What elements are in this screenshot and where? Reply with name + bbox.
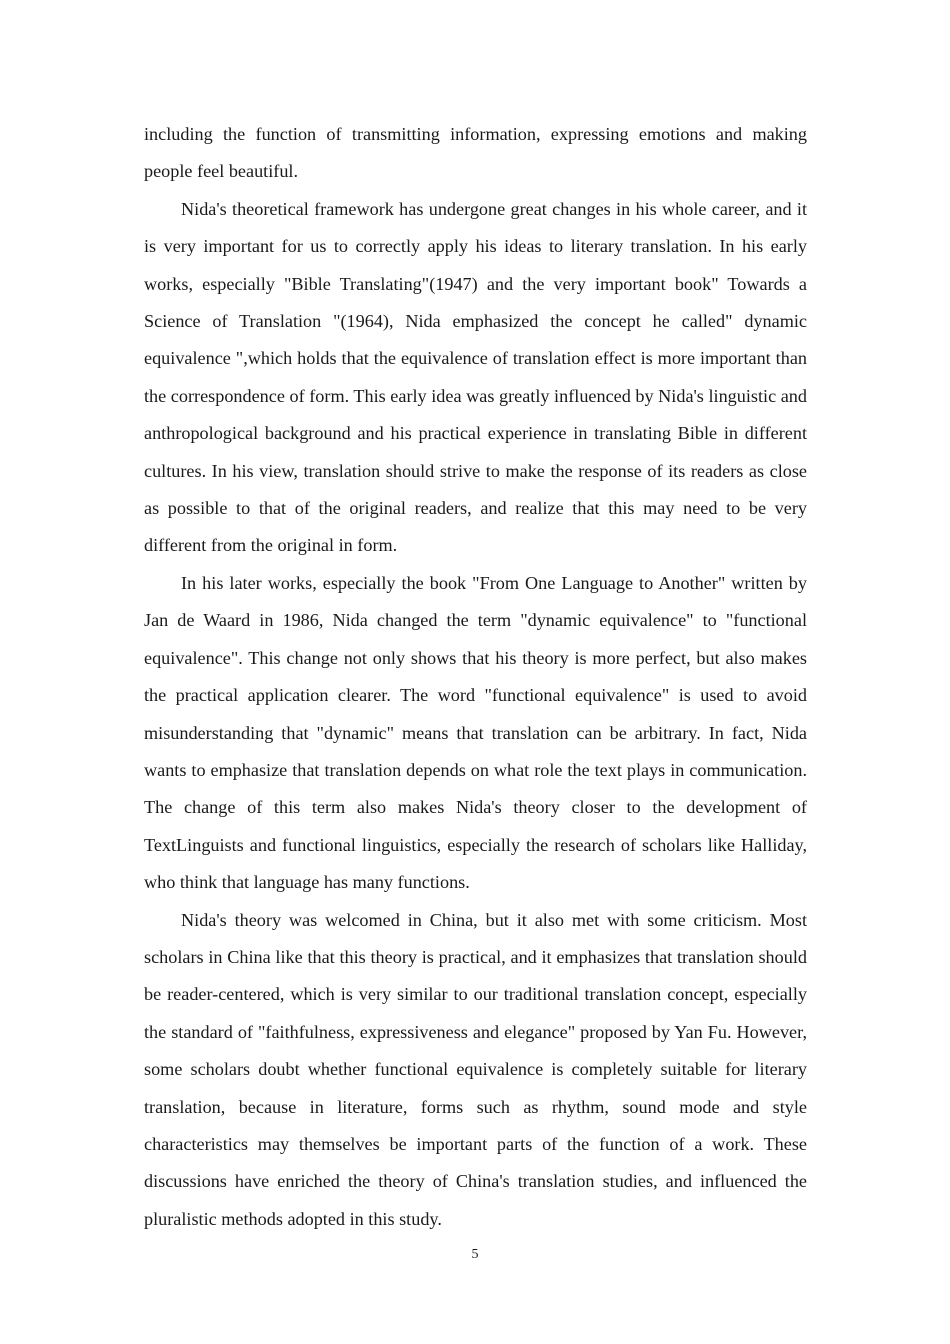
page-number: 5 [471,1247,479,1262]
paragraph-china-reception: Nida's theory was welcomed in China, but it also met with some criticism. Most scholars in China like that this theory is practical, and it emphasizes that translation should be reader-centered, which is very similar to our traditional translation concept, especially the standard of "faithfulness, expressiveness and elegance" proposed by Yan Fu. However, some scholars doubt whether functional equivalence is completely suitable for literary translation, because in literature, forms such as rhythm, sound mode and style characteristics may themselves be important parts of the function of a work. These discussions have enriched the theory of China's translation studies, and influenced the pluralistic methods adopted in this study. [144,909,807,1229]
paragraph-continuation: including the function of transmitting information, expressing emotions and making people feel beautiful. [144,124,807,182]
paragraph-nida-framework: Nida's theoretical framework has undergone great changes in his whole career, and it is very important for us to correctly apply his ideas to literary translation. In his early works, especially "Bible Translating"(1947) and the very important book" Towards a Science of Translation "(1964), Nida emphasized the concept he called" dynamic equivalence ",which holds that the equivalence of translation effect is more important than the correspondence of form. This early idea was greatly influenced by Nida's linguistic and anthropological background and his practical experience in translating Bible in different cultures. In his view, translation should strive to make the response of its readers as close as possible to that of the original readers, and realize that this may need to be very different from the original in form. [144,198,807,556]
paragraph-later-works: In his later works, especially the book "From One Language to Another" written by Jan de Waard in 1986, Nida changed the term "dynamic equivalence" to "functional equivalence". This change not only shows that his theory is more perfect, but also makes the practical application clearer. The word "functional equivalence" is used to avoid misunderstanding that "dynamic" means that translation can be arbitrary. In fact, Nida wants to emphasize that translation depends on what role the text plays in communication. The change of this term also makes Nida's theory closer to the development of TextLinguists and functional linguistics, especially the research of scholars like Halliday, who think that language has many functions. [144,572,807,893]
body-text [144,116,807,1238]
